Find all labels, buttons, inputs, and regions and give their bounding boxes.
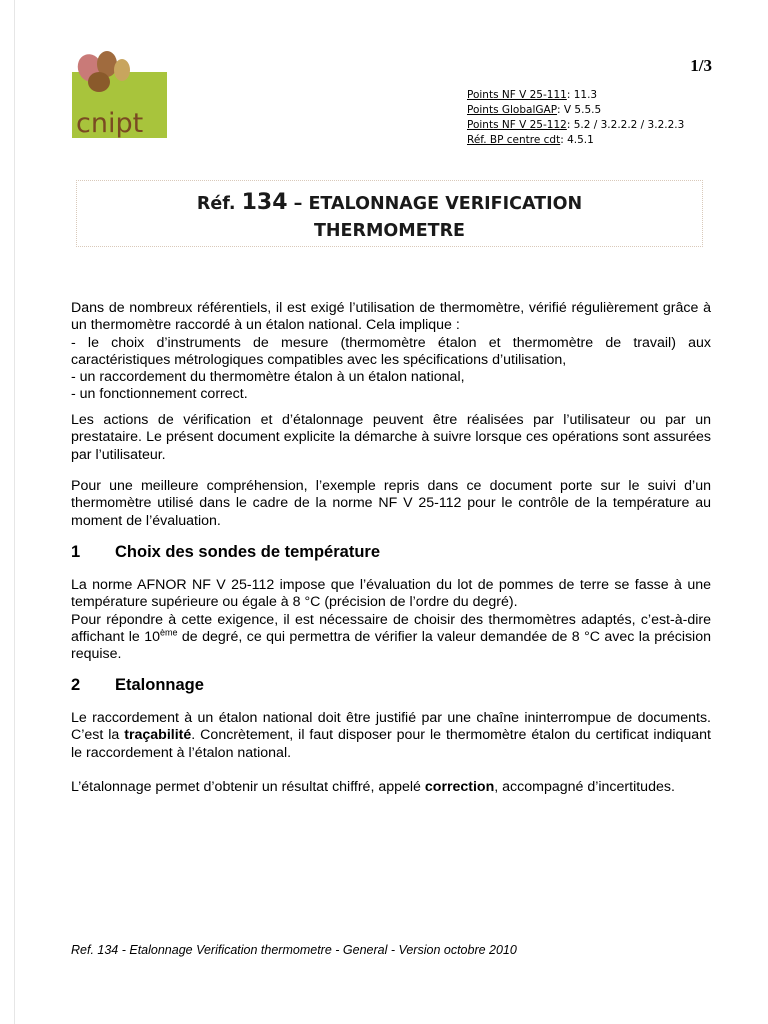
section-1-heading (71, 543, 380, 562)
page-edge (14, 0, 15, 1024)
reference-row (467, 118, 684, 133)
reference-row (467, 88, 684, 103)
section-title: Etalonnage (115, 676, 204, 694)
intro-paragraph (71, 300, 711, 404)
section-1-paragraph (71, 612, 711, 664)
section-title: Choix des sondes de température (115, 543, 380, 561)
intro-bullet: - un raccordement du thermomètre étalon à un étalon national, (71, 369, 465, 386)
superscript: ème (160, 627, 178, 638)
bold-term: traçabilité (124, 727, 192, 744)
reference-label: Points NF V 25-111 (467, 89, 567, 101)
reference-row (467, 133, 684, 148)
reference-value: : 11.3 (566, 89, 598, 101)
intro-bullet: - un fonctionnement correct. (71, 386, 248, 403)
reference-value: : 5.2 / 3.2.2.2 / 3.2.2.3 (566, 119, 685, 131)
reference-value: : V 5.5.5 (557, 104, 602, 116)
reference-value: : 4.5.1 (560, 134, 594, 146)
page-footer: Ref. 134 - Etalonnage Verification thermometre - General - Version octobre 2010 (71, 943, 517, 957)
actions-text: Les actions de vérification et d’étalonnage peuvent être réalisées par l’utilisateur ou par un prestataire. Le présent document explicite la démarche à suivre lorsque ces opérations sont assurées par l’utilisateur. (71, 412, 711, 463)
reference-list (467, 88, 684, 148)
title-prefix: Réf. (196, 194, 236, 214)
text-run: , accompagné d’incertitudes. (494, 778, 675, 795)
title-line1: – ETALONNAGE VERIFICATION (293, 194, 583, 214)
section-2-body (71, 710, 711, 796)
intro-text: Dans de nombreux référentiels, il est exigé l’utilisation de thermomètre, vérifié régulièrement grâce à un thermomètre raccordé à un étalon national. Cela implique : (71, 300, 711, 334)
section-2-paragraph (71, 779, 711, 796)
section-1-body (71, 577, 711, 663)
reference-label: Points NF V 25-112 (467, 119, 567, 131)
text-run: de degré, ce qui permettra de vérifier la valeur demandée de 8 °C avec la précision requise. (71, 628, 711, 663)
comprehension-text: Pour une meilleure compréhension, l’exemple repris dans ce document porte sur le suivi d’un thermomètre utilisé dans le cadre de la norme NF V 25-112 pour le contrôle de la température au moment de l’évaluation. (71, 478, 711, 529)
document-title (76, 180, 703, 247)
text-run: Le raccordement à un étalon national doit être justifié par une chaîne ininterrompue de documents. C’est la (71, 710, 711, 744)
page-number: 1/3 (690, 56, 712, 75)
reference-row (467, 103, 684, 118)
title-line2: THERMOMETRE (313, 221, 466, 241)
cnipt-logo (72, 50, 168, 140)
section-2-heading (71, 676, 204, 695)
reference-label: Réf. BP centre cdt (467, 134, 561, 146)
reference-label: Points GlobalGAP (467, 104, 558, 116)
text-run: Pour répondre à cette exigence, il est nécessaire de choisir des thermomètres adaptés, c’est-à-dire affichant le 10 (71, 611, 711, 645)
title-ref-number: 134 (241, 190, 288, 215)
text-run: L’étalonnage permet d’obtenir un résultat chiffré, appelé (71, 778, 425, 795)
section-number: 2 (71, 676, 81, 694)
comprehension-paragraph (71, 478, 711, 530)
section-number: 1 (71, 543, 81, 561)
logo-wordmark: cnipt (76, 108, 144, 139)
actions-paragraph (71, 412, 711, 464)
bold-term: correction (424, 778, 495, 795)
text-run: . Concrètement, il faut disposer pour le thermomètre étalon du certificat indiquant le raccordement à l’étalon national. (71, 727, 712, 761)
section-1-paragraph: La norme AFNOR NF V 25-112 impose que l’évaluation du lot de pommes de terre se fasse à une température supérieure ou égale à 8 °C (précision de l’ordre du degré). (71, 577, 711, 611)
section-2-paragraph (71, 710, 711, 762)
intro-bullet: - le choix d’instruments de mesure (thermomètre étalon et thermomètre de travail) aux caractéristiques métrologiques compatibles avec les spécifications d’utilisation, (71, 334, 711, 368)
